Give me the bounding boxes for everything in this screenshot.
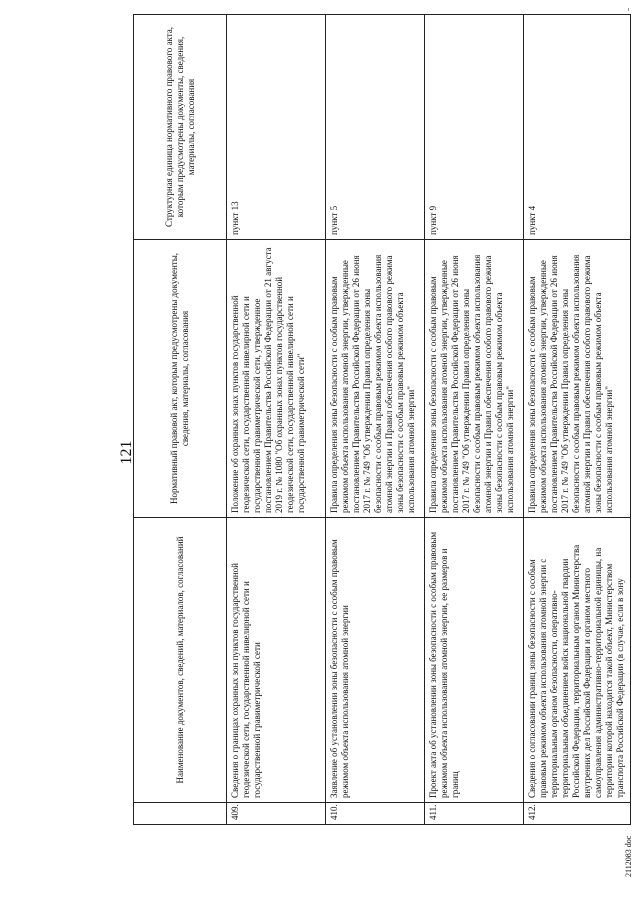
row-unit: пункт 5 bbox=[326, 15, 425, 240]
row-act: Правила определения зоны безопасности с особым правовым режимом объекта использования атомной энергии, утвержденные постановлением Правительства Российской Федерации от 26 июня 2017 г. № 749 "Об утверждении Правил определения зоны безопасности с особым правовым режимом объекта использования атомной энергии и Правил обеспечения особого правового режима зоны безопасности с особым правовым режимом объекта использования атомной энергии" bbox=[524, 240, 631, 518]
row-name: Заявление об установлении зоны безопасности с особым правовым режимом объекта использования атомной энергии bbox=[326, 518, 425, 803]
table-header-row bbox=[134, 15, 227, 825]
row-unit: пункт 4 bbox=[524, 15, 631, 240]
row-number: 410. bbox=[326, 803, 425, 825]
footer-doc-id: 2112083 doc bbox=[624, 835, 633, 877]
table-row bbox=[524, 15, 631, 825]
header-number bbox=[134, 803, 227, 825]
row-name: Сведения о границах охранных зон пунктов государственной геодезической сети, государственной нивелирной сети и государственной гравиметрической сети bbox=[227, 518, 326, 803]
header-act: Нормативный правовой акт, которым предусмотрены документы, сведения, материалы, согласования bbox=[134, 240, 227, 518]
table-row bbox=[425, 15, 524, 825]
row-number: 412. bbox=[524, 803, 631, 825]
row-act: Правила определения зоны безопасности с особым правовым режимом объекта использования атомной энергии, утвержденные постановлением Правительства Российской Федерации от 26 июня 2017 г. № 749 "Об утверждении Правил определения зоны безопасности с особым правовым режимом объекта использования атомной энергии и Правил обеспечения особого правового режима зоны безопасности с особым правовым режимом объекта использования атомной энергии" bbox=[326, 240, 425, 518]
row-number: 409. bbox=[227, 803, 326, 825]
header-unit: Структурная единица нормативного правового акта, которым предусмотрены документы, сведения, материалы, согласования bbox=[134, 15, 227, 240]
table-row bbox=[227, 15, 326, 825]
table-row bbox=[326, 15, 425, 825]
documents-table bbox=[133, 14, 631, 825]
row-unit: пункт 13 bbox=[227, 15, 326, 240]
row-name: Проект акта об установлении зоны безопасности с особым правовым режимом объекта использования атомной энергии, ее размеров и границ bbox=[425, 518, 524, 803]
row-act: Положение об охранных зонах пунктов государственной геодезической сети, государственной нивелирной сети и государственной гравиметрической сети, утвержденное постановлением Правительства Российской Федерации от 21 августа 2019 г. № 1080 "Об охранных зонах пунктов государственной геодезической сети, государственной нивелирной сети и государственной гравиметрической сети" bbox=[227, 240, 326, 518]
row-name: Сведения о согласовании границ зоны безопасности с особым правовым режимом объекта использования атомной энергии с территориальным органом безопасности, оперативно-территориальным объединением войск национальной гвардии Российской Федерации, территориальным органом Министерства внутренних дел Российской Федерации и органом местного самоуправления административно-территориальной единицы, на территории которой находится такой объект, Министерством транспорта Российской Федерации (в случае, если в зону bbox=[524, 518, 631, 803]
margin-mark bbox=[628, 8, 629, 11]
header-name: Наименование документов, сведений, материалов, согласований bbox=[134, 518, 227, 803]
row-act: Правила определения зоны безопасности с особым правовым режимом объекта использования атомной энергии, утвержденные постановлением Правительства Российской Федерации от 26 июня 2017 г. № 749 "Об утверждении Правил определения зоны безопасности с особым правовым режимом объекта использования атомной энергии и Правил обеспечения особого правового режима зоны безопасности с особым правовым режимом объекта использования атомной энергии" bbox=[425, 240, 524, 518]
page-number: 121 bbox=[118, 440, 135, 465]
row-number: 411. bbox=[425, 803, 524, 825]
row-unit: пункт 9 bbox=[425, 15, 524, 240]
